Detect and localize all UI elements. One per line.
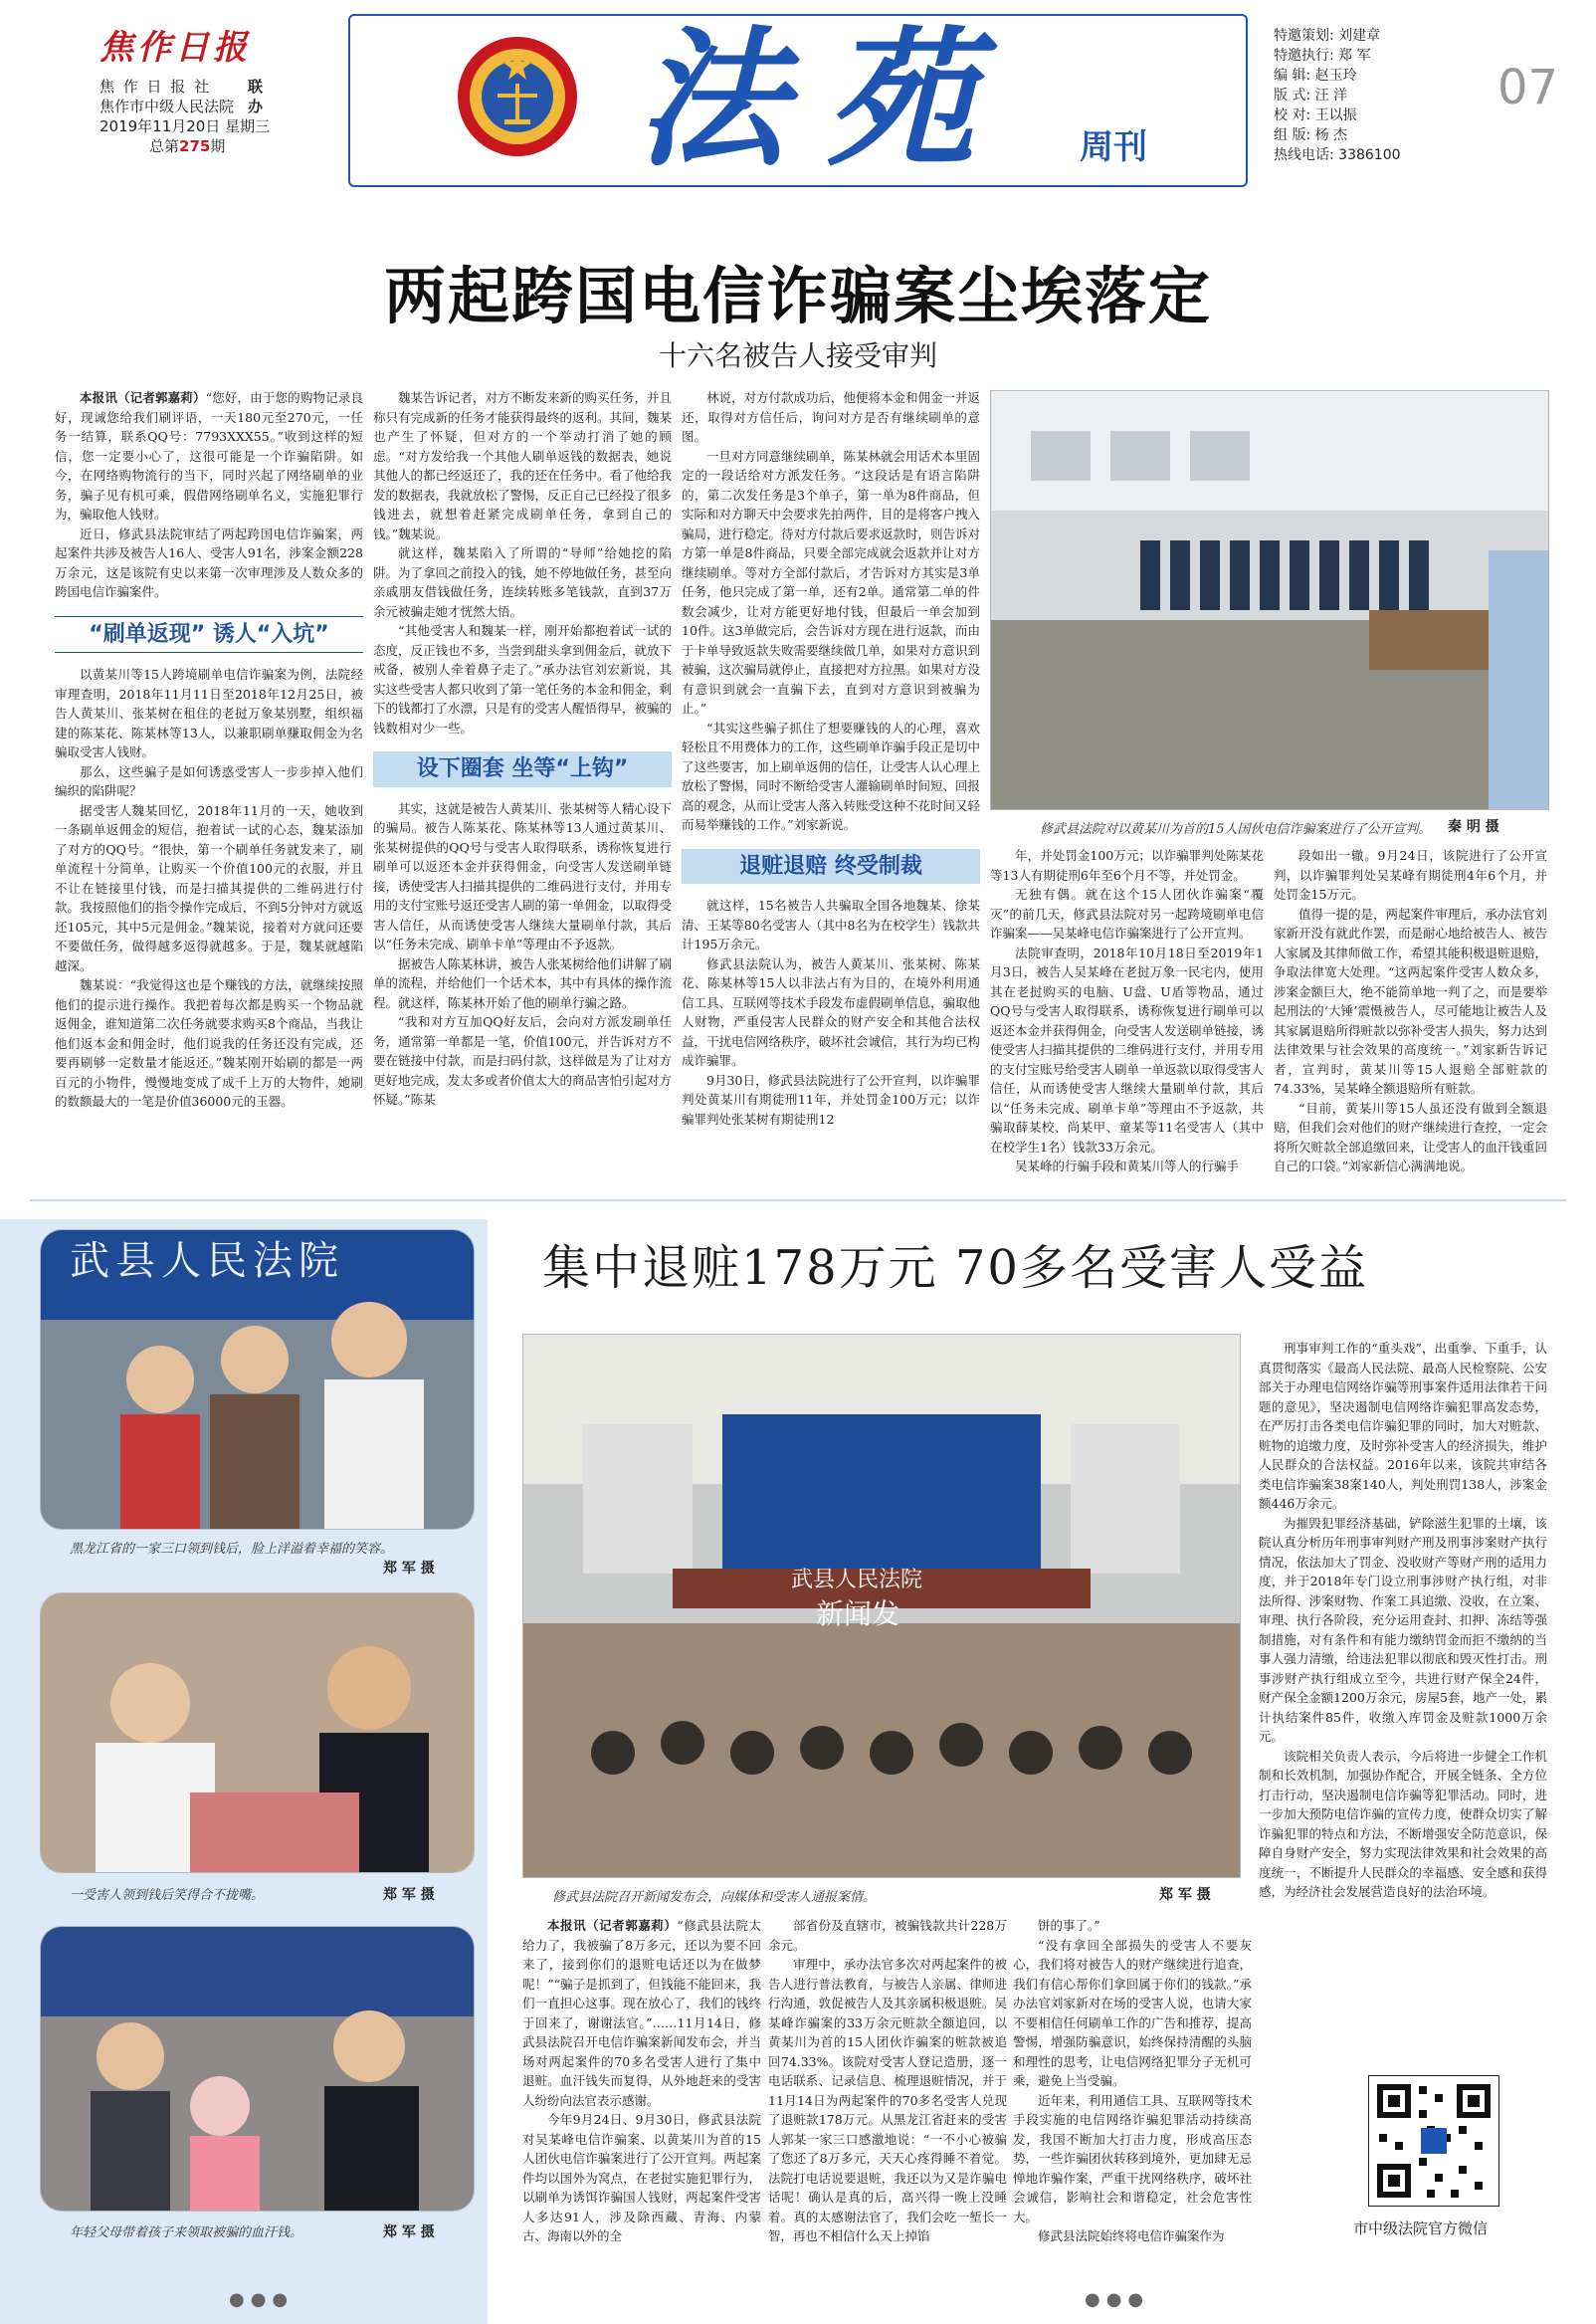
paragraph: 近年来，利用通信工具、互联网等技术手段实施的电信网络诈骗犯罪活动持续高发，我国不断加大打击力度，形成高压态势，一些诈骗团伙转移到境外，更加肆无忌惮地诈骗作案，严重干扰网络秩序，破坏社会诚信，影响社会和谐稳定，社会危害性大。 [1013,2092,1252,2224]
paragraph: 今年9月24日、9月30日，修武县法院对吴某峰电信诈骗案、以黄某川为首的15人团伙电信诈骗案进行了公开宣判。两起案件均以国外为窝点，在老挝实施犯罪行为，以刷单为诱饵诈骗国人钱财，两起案件受害人多达91人，涉及除西藏、青海、内蒙古、海南以外的全 [522,2112,761,2243]
issue-label: 总第 [149,137,180,155]
paragraph: 为摧毁犯罪经济基础，铲除滋生犯罪的土壤，该院认真分析历年刑事审判财产刑及刑事涉案财产执行情况，依法加大了罚金、没收财产等财产刑的适用力度，并于2018年专门设立刑事涉财产执行组，对非法所得、涉案财物、作案工具追缴、没收，在立案、审理、执行各阶段，充分运用查封、扣押、冻结等强制措施，对有条件和有能力缴纳罚金而拒不缴纳的当事人强力清缴，给违法犯罪以彻底和毁灭性打击。刑事涉财产执行组成立至今，共进行财产保全24件，财产保全金额1200万余元，房屋5套，地产一处，累计执结案件85件，收缴入库罚金及赃款1000万余元。 [1259,1515,1547,1744]
section-divider [30,1199,1566,1201]
article1-headline: 两起跨国电信诈骗案尘埃落定 [383,260,1212,332]
article2-col-4 [1259,1339,1547,2055]
side-caption-2: 一受害人领到钱后笑得合不拢嘴。 [70,1888,265,1903]
paragraph: “目前，黄某川等15人虽还没有做到全额退赔，但我们会对他们的财产继续进行查控，一定会将所欠赃款全部追缴回来，让受害人的血汗钱重回自己的口袋。”刘家新信心满满地说。 [1274,1100,1547,1173]
editorial-staff [1274,26,1473,165]
paragraph: “我和对方互加QQ好友后，会向对方派发刷单任务，通常第一单都是一笔，价值100元，并告诉对方不要在链接中付款，而是扫码付款，这样做是为了让对方更好地完成，发太多或者价值太大的商品害怕引起对方怀疑。”陈某 [373,1014,672,1107]
paragraph: 部省份及直辖市，被骗钱款共计228万余元。 [768,1918,1007,1953]
side-photo-3 [40,1926,475,2212]
paragraph: 一旦对方同意继续刷单，陈某林就会用话术本里固定的一段话给对方派发任务。“这段话是有语言陷阱的，第二次发任务是3个单子，第一单为8件商品，但实际和对方聊天中会要求先拍两件，目的是将客户拽入骗局，进行稳定。待对方付款后要求返款时，则告诉对方第一单是8件商品，只要全部完成就会返款并让对方继续刷单。等对方全部付款后，才告诉对方其实是3单任务，他只完成了第一单，还有2单。通常第二单的件数会减少，让对方能更好地付钱，但最后一单会加到10件。这3单做完后，会告诉对方现在进行返款，而由于卡单导致返款失败需要继续做几单，如果对方意识到被骗，这次骗局就停止，直接把对方拉黑。如果对方没有意识到就会一直骗下去，直到对方意识到被骗为止。” [682,448,980,716]
co-host-block [100,77,328,116]
paragraph: 以黄某川等15人跨境刷单电信诈骗案为例，法院经审理查明，2018年11月11日至2018年12月25日，被告人黄某川、张某树在租住的老挝万象某别墅，组织福建的陈某花、陈某林等13人，以兼职刷单赚取佣金为名骗取受害人钱财。 [55,667,363,759]
press-photo-credit: 郑 军 摄 [1159,1887,1211,1903]
paragraph: 就这样，15名被告人共骗取全国各地魏某、徐某清、王某等80名受害人（其中8名为在校学生）钱款共计195万余元。 [682,898,980,951]
paragraph: 法院审查明，2018年10月18日至2019年1月3日，被告人吴某峰在老挝万象一民宅内，使用其在老挝购买的电脑、U盘、U盾等物品，通过QQ号与受害人取得联系，诱称恢复进行刷单可以返还本金并获得佣金，向受害人发送刷单链接，诱使受害人扫描其提供的二维码进行支付，并用专用的支付宝账号给受害人刷单一单返款以取得受害人信任，从而诱使受害人继续大量刷单付款，其后以“任务未完成、刷单卡单”等理由不予返款，共骗取薛某校、尚某甲、童某等11名受害人（其中在校学生1名）钱款33万余元。 [990,945,1264,1155]
courtroom-scene-icon [991,391,1548,809]
paragraph: 无独有偶。就在这个15人团伙诈骗案“覆灭”的前几天，修武县法院对另一起跨境刷单电信诈骗案——吴某峰电信诈骗案进行了公开宣判。 [990,887,1264,941]
staff-line: 校 对: 王以振 [1274,107,1357,123]
press-banner-text-2: 新闻发 [816,1597,900,1630]
article1-col-3 [682,388,980,1174]
issue-number-line [100,136,328,156]
paragraph: 值得一提的是，两起案件审理后，承办法官刘家新开没有就此作罢，而是耐心地给被告人、被告人家属及其律师做工作，希望其能积极退赃退赔，争取法律宽大处理。“这两起案件受害人数众多，涉案金额巨大，绝不能简单地一判了之，而是要举起刑法的‘大锤’震慑被告人，尽可能地让被告人及其家属退赔所得赃款以弥补受害人损失，努力达到法律效果与社会效果的高度统一。”刘家新告诉记者，宣判时，黄某川等15人退赔全部赃款的74.33%，吴某峰全额退赔所有赃款。 [1274,906,1547,1096]
side-caption-1: 黑龙江省的一家三口领到钱后，脸上洋溢着幸福的笑容。 [70,1542,394,1557]
paragraph: 林说，对方付款成功后，他便将本金和佣金一并返还，取得对方信任后，询问对方是否有继续刷单的意图。 [682,390,980,444]
paragraph: 近日，修武县法院审结了两起跨国电信诈骗案，两起案件共涉及被告人16人、受害人91名，涉案金额228万余元，这是该院有史以来第一次审理涉及人数众多的跨国电信诈骗案件。 [55,526,363,599]
byline: 本报讯（记者郭嘉莉） [80,390,206,405]
section-subtitle: 周刊 [1080,127,1147,167]
section-head-3: 退赃退赔 终受制裁 [682,849,980,885]
article1-col-1 [55,388,363,1174]
article2-col-2 [768,1916,1007,2299]
co-host-2: 焦作市中级人民法院 [100,98,235,115]
staff-line: 编 辑: 赵玉玲 [1274,68,1357,84]
section-title: 法苑 [637,12,1016,187]
victim-photo-icon [41,1593,474,1872]
paragraph: “没有拿回全部损失的受害人不要灰心，我们将对被告人的财产继续进行追查，我们有信心帮你们拿回属于你们的钱款。”承办法官刘家新对在场的受害人说，也请大家不要相信任何刷单工作的广告和推荐，提高警惕，增强防骗意识，始终保持清醒的头脑和理性的思考，让电信网络犯罪分子无机可乘，避免上当受骗。 [1013,1937,1252,2088]
paragraph: 修武县法院始终将电信诈骗案作为 [1038,2228,1225,2243]
paragraph: 魏某说：“我觉得这也是个赚钱的方法，就继续按照他们的提示进行操作。我把着每次都是购买一个物品就返佣金，谁知道第二次任务就要求购买8个商品，当我让他们返本金和佣金时，他们说我的任务还没有完成，还要再刷够一定数量才能返还。”魏某刚开始刷的都是一两百元的小物件，慢慢地变成了成千上万的大物件，她刷的数额最大的一笔是价值36000元的玉器。 [55,977,363,1109]
staff-line: 热线电话: 3386100 [1274,147,1401,163]
paragraph: 据被告人陈某林讲，被告人张某树给他们讲解了刷单的流程，并给他们一个话术本，其中有具体的操作流程。就这样，陈某林开始了他的刷单行骗之路。 [373,955,672,1010]
side-dots: ●●● [229,2289,295,2310]
issue-number: 275 [179,137,211,155]
paragraph: 那么，这些骗子是如何诱惑受害人一步步掉入他们编织的陷阱呢？ [55,763,363,798]
co-host-tag-1: 联 [248,78,264,96]
article1-col-4 [990,846,1264,1174]
press-banner-text-1: 武县人民法院 [791,1568,923,1592]
section-head-2: 设下圈套 坐等“上钩” [373,751,672,787]
banner-text-1: 武县人民法院 [70,1238,344,1284]
paragraph: 据受害人魏某回忆，2018年11月的一天，她收到一条刷单返佣金的短信，抱着试一试的心态，魏某添加了对方的QQ号。“很快，第一个刷单任务就发来了，刷单流程十分简单，让购买一个价值100元的衣服，并且不让在链接里付钱，而是扫描其提供的二维码进行付款。我按照他们的指令操作完成后，不到5分钟对方就返还105元，其中5元是佣金。”魏某说，接着对方就问还要不要做任务，做得越多返得就越多。于是，魏某就越陷越深。 [55,802,363,973]
court-emblem-icon [453,32,582,161]
staff-line: 组 版: 杨 杰 [1274,127,1348,143]
paragraph: 9月30日，修武县法院进行了公开宣判，以诈骗罪判处黄某川有期徒刑11年，并处罚金100万元；以诈骗罪判处张某树有期徒刑12 [682,1072,980,1127]
paragraph: 年，并处罚金100万元；以诈骗罪判处陈某花等13人有期徒刑6年至6个月不等，并处罚金。 [990,848,1264,883]
article2-col-1 [522,1916,761,2299]
side-credit-1: 郑 军 摄 [383,1561,435,1577]
page-number: 07 [1497,60,1559,115]
courtroom-photo [990,390,1549,810]
paragraph: 审理中，承办法官多次对两起案件的被告人进行普法教育，与被告人亲属、律师进行沟通，敦促被告人及其亲属积极退赃。吴某峰诈骗案的33万余元赃款全额追回，以黄某川为首的15人团伙诈骗案的赃款被追回74.33%。该院对受害人登记造册，逐一电话联系、记录信息、梳理退赃情况，并于11月14日为两起案件的70多名受害人兑现了退赃款178万元。从黑龙江省赶来的受害人郭某一家三口感激地说：“一不小心被骗了您还了8万多元，天天心疼得睡不着觉。法院打电话说要退赃，我还以为又是诈骗电话呢！确认是真的后，高兴得一晚上没睡着。真的太感谢法官了，我们会吃一堑长一智，再也不相信什么天上掉馅 [768,1957,1007,2243]
paragraph: 刑事审判工作的“重头戏”，出重拳、下重手，认真贯彻落实《最高人民法院、最高人民检察院、公安部关于办理电信网络诈骗等刑事案件适用法律若干问题的意见》，坚决遏制电信网络诈骗犯罪高发态势，在严厉打击各类电信诈骗犯罪的同时，加大对赃款、赃物的追缴力度，及时弥补受害人的经济损失，维护人民群众的合法权益。2016年以来，该院共审结各类电信诈骗案38案140人，判处刑罚138人，涉案金额446万余元。 [1259,1341,1547,1511]
issue-suffix: 期 [210,137,226,155]
paragraph: 吴某峰的行骗手段和黄某川等人的行骗手 [1015,1159,1240,1173]
paragraph: “您好，由于您的购物记录良好，现诚您给我们刷评语，一天180元至270元，一任务一结算，联系QQ号：7793XXX55。”收到这样的短信，您一定要小心了，这很可能是一个诈骗陷阱。如今，在网络购物流行的当下，同时兴起了网络刷单的业务，骗子见有机可乘，假借网络刷单名义，实施犯罪行为，骗取他人钱财。 [55,390,363,522]
qr-caption: 市中级法院官方微信 [1353,2219,1489,2237]
side-caption-3: 年轻父母带着孩子来领取被骗的血汗钱。 [70,2225,303,2240]
section-head-1: “刷单返现” 诱人“入坑” [55,616,363,654]
paragraph: 饼的事了。” [1038,1918,1100,1933]
staff-line: 版 式: 汪 洋 [1274,88,1348,104]
staff-line: 特邀执行: 郑 军 [1274,48,1371,64]
side-credit-3: 郑 军 摄 [383,2224,435,2240]
photo1-credit: 秦 明 摄 [1448,819,1499,835]
press-photo-caption: 修武县法院召开新闻发布会，向媒体和受害人通报案情。 [552,1890,877,1905]
co-host-tag-2: 办 [248,98,264,115]
article2-col-3 [1013,1916,1252,2289]
parents-child-photo-icon [41,1927,474,2211]
side-credit-2: 郑 军 摄 [383,1887,435,1903]
bottom-dots: ●●● [1085,2289,1150,2310]
article1-subhead: 十六名被告人接受审判 [658,339,937,372]
paragraph: 就这样，魏某陷入了所谓的“导师”给她挖的陷阱。为了拿回之前投入的钱，她不停地做任务，甚至向亲戚朋友借钱做任务，连续转账多笔钱款，直到37万余元被骗走她才恍然大悟。 [373,545,672,619]
paragraph: 魏某告诉记者，对方不断发来新的购买任务，并且称只有完成新的任务才能获得最终的返利。其间，魏某也产生了怀疑，但对方的一个举动打消了她的顾虑。“对方发给我一个其他人刷单返钱的数据表，她说其他人的都已经返还了，我的还在任务中。看了他给我发的数据表，我就放松了警惕，反正自己已经投了很多钱进去，就想着赶紧完成刷单任务，拿到自己的钱。”魏某说。 [373,390,672,541]
issue-date: 2019年11月20日 星期三 [100,117,271,135]
article1-col-2 [373,388,672,1174]
paragraph: “修武县法院太给力了，我被骗了8万多元，还以为要不回来了，接到你们的退赃电话还以为在做梦呢！”“骗子是抓到了，但钱能不能回来，我们一直担心这事。现在放心了，我们的钱终于回来了，谢谢法官。”……11月14日，修武县法院召开电信诈骗案新闻发布会，并当场对两起案件的70多名受害人进行了集中退赃。血汗钱失而复得，从外地赶来的受害人纷纷向法官表示感谢。 [522,1918,761,2108]
paragraph: 该院相关负责人表示，今后将进一步健全工作机制和长效机制，加强协作配合，开展全链条、全方位打击行动，坚决遏制电信诈骗等犯罪活动。同时，进一步加大预防电信诈骗的宣传力度，使群众切实了解诈骗犯罪的特点和方法，不断增强安全防范意识，保障自身财产安全，努力实现法律效果和社会效果的高度统一，不断提升人民群众的幸福感、安全感和获得感，为经济社会发展营造良好的法治环境。 [1259,1748,1547,1899]
paragraph: 修武县法院认为，被告人黄某川、张某树、陈某花、陈某林等15人以非法占有为目的，在境外利用通信工具、互联网等技术手段发布虚假刷单信息，骗取他人财物，严重侵害人民群众的财产安全和其他合法权益，干扰电信网络秩序，破坏社会诚信，其行为均已构成诈骗罪。 [682,955,980,1068]
paragraph: 段如出一辙。9月24日，该院进行了公开宣判，以诈骗罪判处吴某峰有期徒刑4年6个月，并处罚金15万元。 [1274,848,1547,902]
masthead-left [100,20,328,179]
paragraph: 其实，这就是被告人黄某川、张某树等人精心设下的骗局。被告人陈某花、陈某林等13人通过黄某川、张某树提供的QQ号与受害人取得联系，诱称恢复进行刷单可以返还本金并获得佣金，向受害人发送刷单链接，诱使受害人扫描其提供的二维码进行支付，并用专用的支付宝账号返还受害人刷的第一单佣金，以取得受害人信任，从而诱使受害人继续大量刷单付款，其后以“任务未完成、刷单卡单”等理由不予返款。 [373,800,672,951]
staff-line: 特邀策划: 刘建章 [1274,28,1381,44]
co-host-1: 焦 作 日 报 社 [100,78,212,96]
article2-headline: 集中退赃178万元 70多名受害人受益 [542,1240,1368,1296]
paragraph: “其他受害人和魏某一样，刚开始都抱着试一试的态度，反正钱也不多，当尝到甜头拿到佣金后，就放下戒备，被别人牵着鼻子走了。”承办法官刘宏新说，其实这些受害人都只收到了第一笔任务的本金和佣金，剩下的钱都打了水漂，只是有的受害人醒悟得早，被骗的钱数相对少一些。 [373,623,672,736]
paper-logo: 焦作日报 [100,28,251,68]
side-photo-2 [40,1592,475,1873]
byline: 本报讯（记者郭嘉莉） [547,1918,678,1933]
wechat-qr-code-icon[interactable] [1368,2075,1499,2207]
photo1-caption: 修武县法院对以黄某川为首的15人国伙电信诈骗案进行了公开宣判。 [1040,822,1432,837]
paragraph: “其实这些骗子抓住了想要赚钱的人的心理，喜欢轻松且不用费体力的工作，这些刷单诈骗手段正是切中了这些要害，加上刷单返佣的信任，让受害人认心理上放松了警惕，同时不断给受害人灌输刷单时间短、回报高的观念，从而让受害人落入转账受这种不花时间又轻而易举赚钱的工作。”刘家新说。 [682,720,980,832]
article1-col-5 [1274,846,1547,1174]
